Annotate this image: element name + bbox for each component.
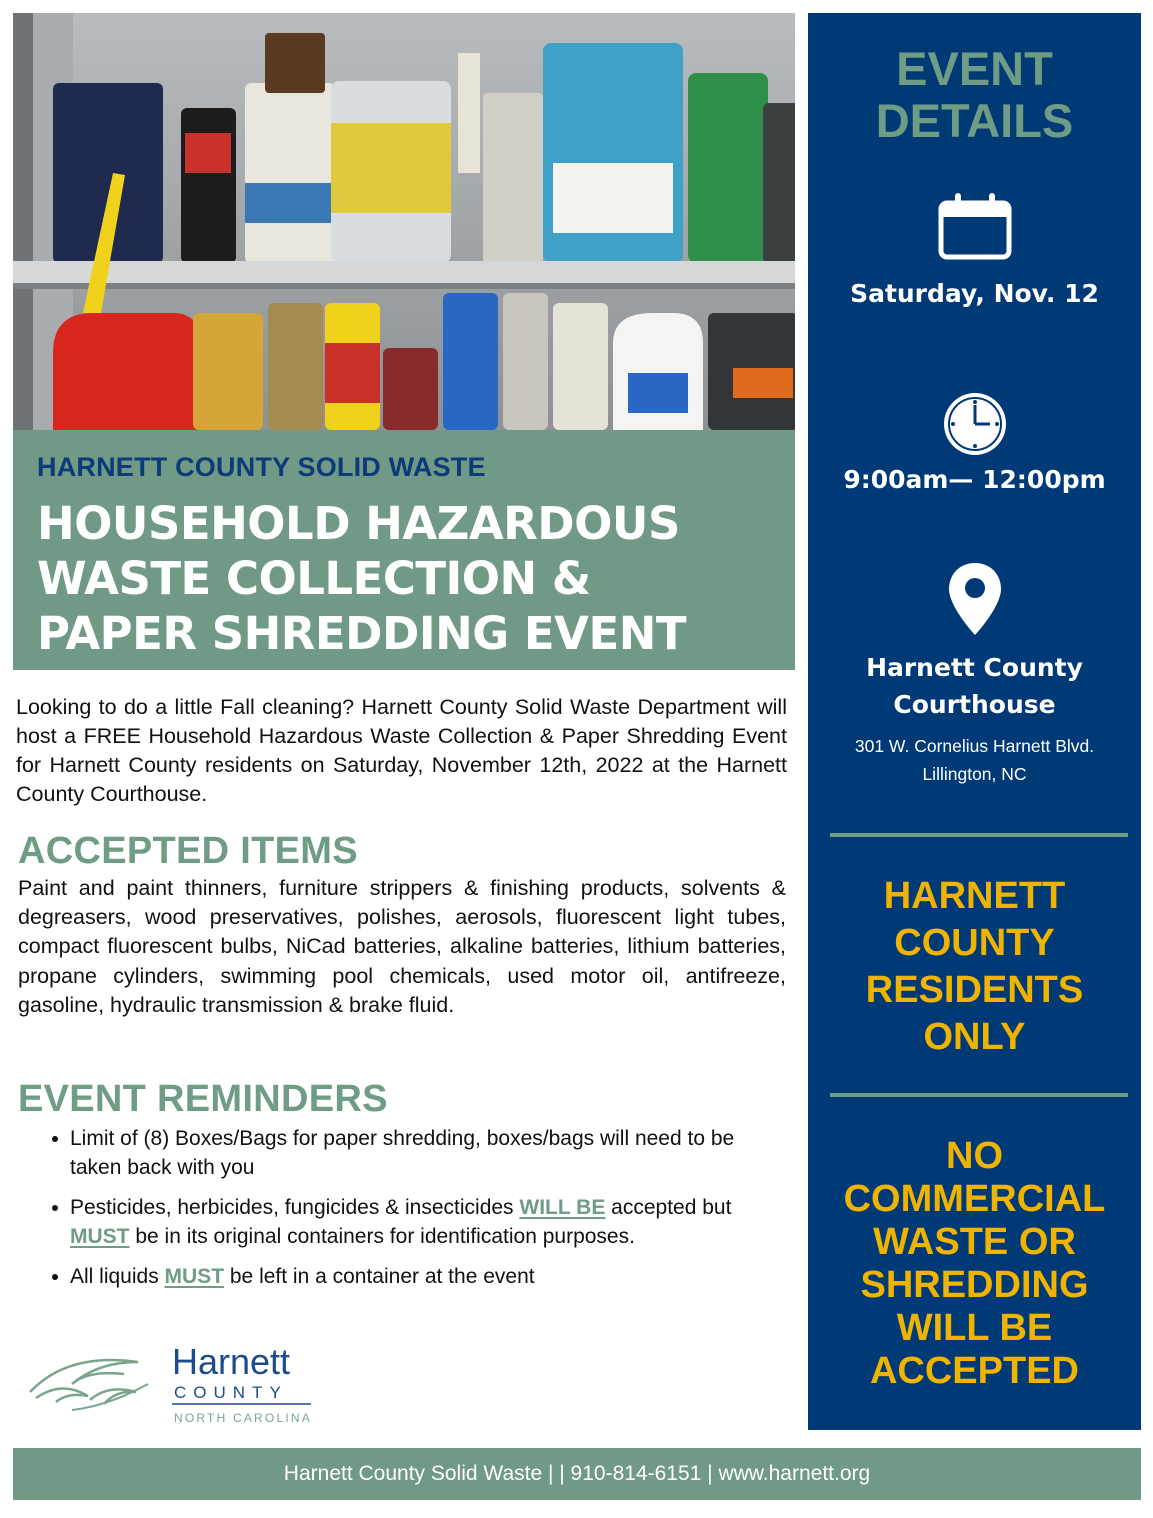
hero-photo [13, 13, 795, 430]
logo-state: NORTH CAROLINA [174, 1411, 312, 1425]
reminders-list [48, 1124, 773, 1302]
event-details-title [808, 43, 1141, 147]
shelf-products-illustration [13, 13, 795, 430]
logo-county: COUNTY [174, 1383, 288, 1402]
notice-line: RESIDENTS [865, 969, 1084, 1011]
event-address [808, 732, 1141, 788]
title-line-2: DETAILS [875, 94, 1074, 147]
event-time: 9:00am— 12:00pm [843, 465, 1106, 494]
notice-line: HARNETT [883, 875, 1066, 917]
emphasis-text: WILL BE [519, 1196, 606, 1219]
divider [830, 1093, 1128, 1097]
headline-line-1: HOUSEHOLD HAZARDOUS [37, 497, 680, 550]
organization-name: HARNETT COUNTY SOLID WASTE [37, 452, 486, 482]
no-commercial-notice [808, 1135, 1141, 1393]
logo-name: Harnett [172, 1341, 291, 1382]
reminder-text: be left in a container at the event [224, 1265, 535, 1288]
reminder-item [48, 1124, 773, 1182]
reminder-text: Pesticides, herbicides, fungicides & insecticides [70, 1196, 520, 1219]
event-headline [37, 496, 797, 661]
notice-line: ONLY [923, 1016, 1026, 1058]
notice-line: ACCEPTED [869, 1350, 1080, 1392]
notice-line: WASTE OR [873, 1221, 1076, 1263]
footer-contact: Harnett County Solid Waste | | 910-814-6151 | www.harnett.org [13, 1448, 1141, 1500]
headline-line-2: WASTE COLLECTION & [37, 552, 591, 605]
residents-only-notice [808, 873, 1141, 1061]
location-line-2: Courthouse [893, 690, 1056, 719]
reminder-text: All liquids [70, 1265, 165, 1288]
notice-line: COMMERCIAL [843, 1178, 1106, 1220]
reminder-text: Limit of (8) Boxes/Bags for paper shredding, boxes/bags will need to be taken back with you [70, 1127, 735, 1179]
title-line-1: EVENT [896, 42, 1053, 95]
address-line-1: 301 W. Cornelius Harnett Blvd. [854, 736, 1095, 756]
headline-line-3: PAPER SHREDDING EVENT [37, 607, 687, 660]
notice-line: COUNTY [894, 922, 1055, 964]
notice-line: WILL BE [896, 1307, 1053, 1349]
notice-line: SHREDDING [860, 1264, 1089, 1306]
emphasis-text: MUST [70, 1225, 130, 1248]
accepted-items-list: Paint and paint thinners, furniture strippers & finishing products, solvents & degreasers, wood preservatives, polishes, aerosols, fluorescent light tubes, compact fluorescent bulbs, NiCad batteries, alkaline batteries, lithium batteries, propane cylinders, swimming pool chemicals, used motor oil, antifreeze, gasoline, hydraulic transmission & brake fluid. [18, 876, 786, 1017]
event-date: Saturday, Nov. 12 [850, 279, 1099, 308]
location-line-1: Harnett County [866, 653, 1083, 682]
event-details-sidebar [808, 13, 1141, 1430]
calendar-icon [808, 191, 1141, 266]
reminder-item [48, 1193, 773, 1251]
event-reminders-heading: EVENT REMINDERS [18, 1078, 388, 1120]
map-pin-icon [808, 561, 1141, 642]
emphasis-text: MUST [164, 1265, 225, 1288]
divider [830, 833, 1128, 837]
title-banner [13, 430, 795, 670]
clock-icon [808, 389, 1141, 464]
notice-line: NO [946, 1135, 1003, 1177]
reminder-text: accepted but [605, 1196, 732, 1219]
intro-paragraph: Looking to do a little Fall cleaning? Harnett County Solid Waste Department will host a FREE Household Hazardous Waste Collection & Paper Shredding Event for Harnett County residents on Saturday, November 12th, 2022 at the Harnett County Courthouse. [16, 695, 787, 806]
harnett-county-logo [28, 1340, 328, 1430]
address-line-2: Lillington, NC [922, 764, 1027, 784]
logo-swoosh-icon [28, 1340, 328, 1430]
reminder-item [48, 1262, 773, 1291]
event-location [808, 649, 1141, 723]
reminder-text: be in its original containers for identification purposes. [129, 1225, 635, 1248]
accepted-items-heading: ACCEPTED ITEMS [18, 830, 358, 872]
